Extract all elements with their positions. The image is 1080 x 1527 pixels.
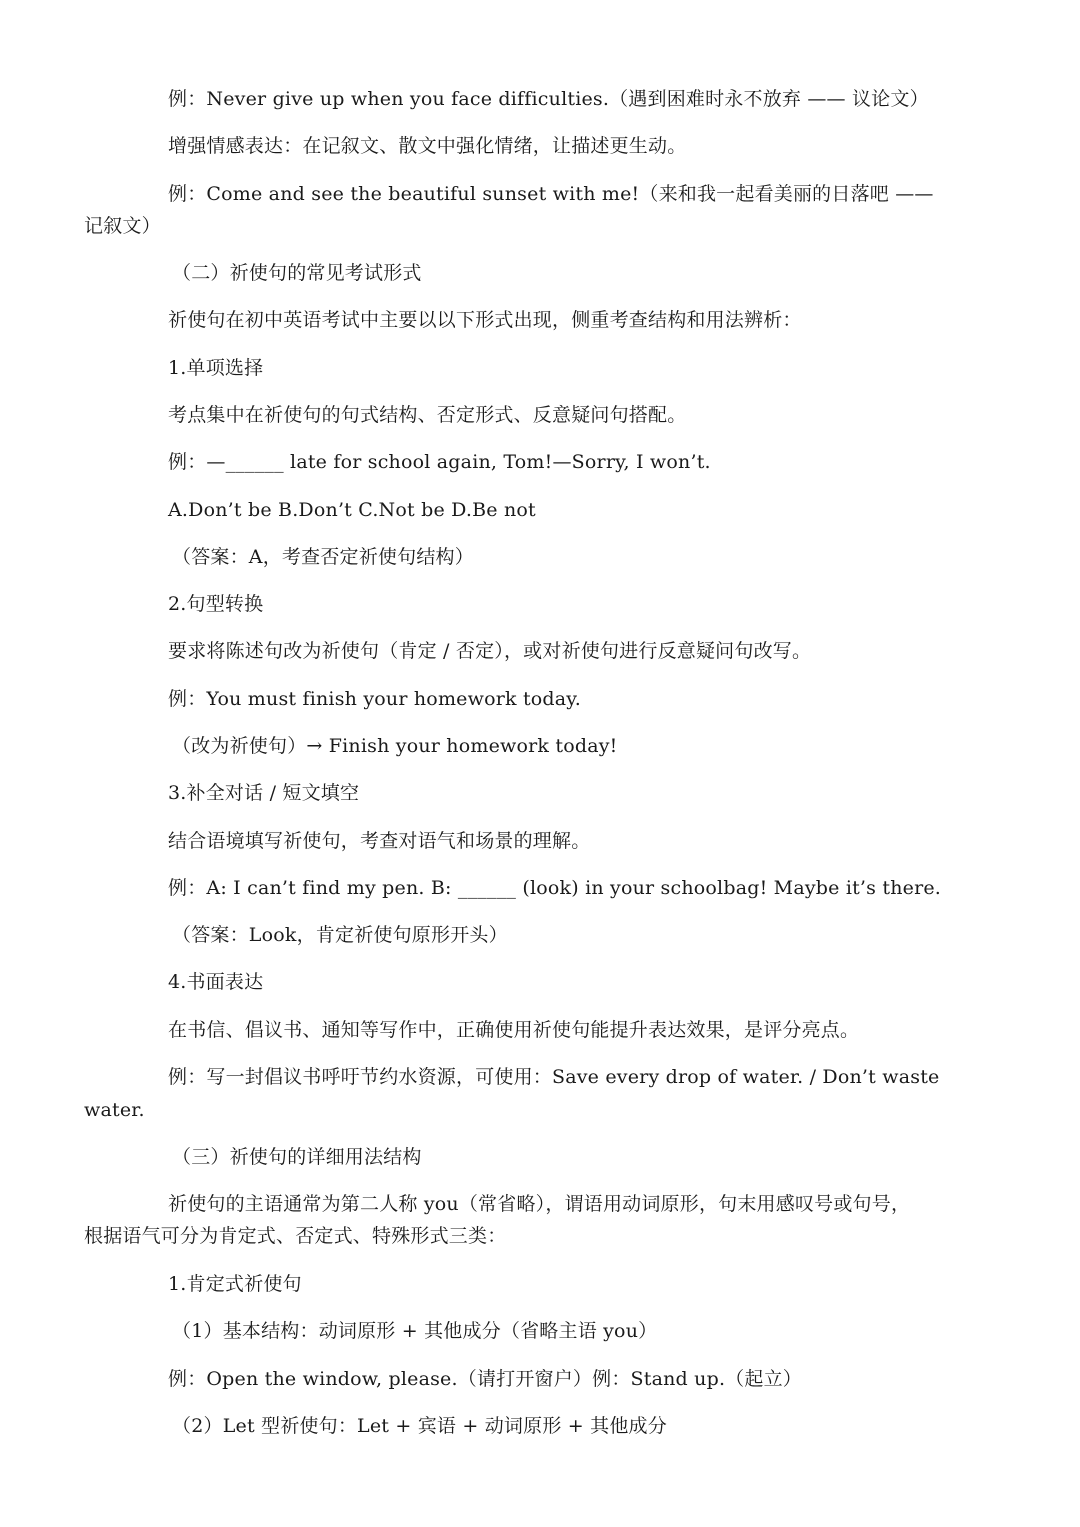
example-line: 例：Come and see the beautiful sunset with me!（来和我一起看美丽的日落吧 —— [168, 183, 934, 205]
text-line: 增强情感表达：在记叙文、散文中强化情绪，让描述更生动。 [168, 135, 687, 157]
example-line: 例：—______ late for school again, Tom!—Sorry, I won’t. [168, 451, 711, 473]
text-line-continuation: 根据语气可分为肯定式、否定式、特殊形式三类： [84, 1225, 507, 1247]
list-heading: 3.补全对话 / 短文填空 [168, 782, 360, 804]
text-line: 结合语境填写祈使句，考查对语气和场景的理解。 [168, 830, 591, 852]
subheading-line: （2）Let 型祈使句：Let + 宾语 + 动词原形 + 其他成分 [172, 1415, 667, 1437]
text-line: 祈使句的主语通常为第二人称 you（常省略），谓语用动词原形，句末用感叹号或句号， [168, 1193, 911, 1215]
example-line: 例：You must finish your homework today. [168, 688, 581, 710]
example-line: 例：A: I can’t find my pen. B: ______ (look) in your schoolbag! Maybe it’s there. [168, 877, 942, 899]
text-line-continuation: water. [84, 1099, 145, 1121]
list-heading: 4.书面表达 [168, 971, 264, 993]
answer-line: （答案：Look，肯定祈使句原形开头） [172, 924, 508, 946]
section-heading: （二）祈使句的常见考试形式 [172, 262, 422, 284]
example-line: （改为祈使句）→ Finish your homework today! [172, 735, 618, 757]
text-line-continuation: 记叙文） [84, 215, 161, 237]
list-heading: 1.肯定式祈使句 [168, 1273, 302, 1295]
subheading-line: （1）基本结构：动词原形 + 其他成分（省略主语 you） [172, 1320, 658, 1342]
answer-line: （答案：A，考查否定祈使句结构） [172, 546, 474, 568]
section-heading: （三）祈使句的详细用法结构 [172, 1146, 422, 1168]
options-line: A.Don’t be B.Don’t C.Not be D.Be not [168, 499, 536, 521]
text-line: 在书信、倡议书、通知等写作中，正确使用祈使句能提升表达效果，是评分亮点。 [168, 1019, 860, 1041]
list-heading: 1.单项选择 [168, 357, 264, 379]
text-line: 要求将陈述句改为祈使句（肯定 / 否定），或对祈使句进行反意疑问句改写。 [168, 640, 812, 662]
example-line: 例：Open the window, please.（请打开窗户）例：Stand up.（起立） [168, 1368, 802, 1390]
example-line: 例：写一封倡议书呼吁节约水资源，可使用：Save every drop of water. / Don’t waste [168, 1066, 940, 1088]
text-line: 祈使句在初中英语考试中主要以以下形式出现，侧重考查结构和用法辨析： [168, 309, 802, 331]
list-heading: 2.句型转换 [168, 593, 264, 615]
text-line: 考点集中在祈使句的句式结构、否定形式、反意疑问句搭配。 [168, 404, 687, 426]
example-line: 例：Never give up when you face difficulties.（遇到困难时永不放弃 —— 议论文） [168, 88, 929, 110]
